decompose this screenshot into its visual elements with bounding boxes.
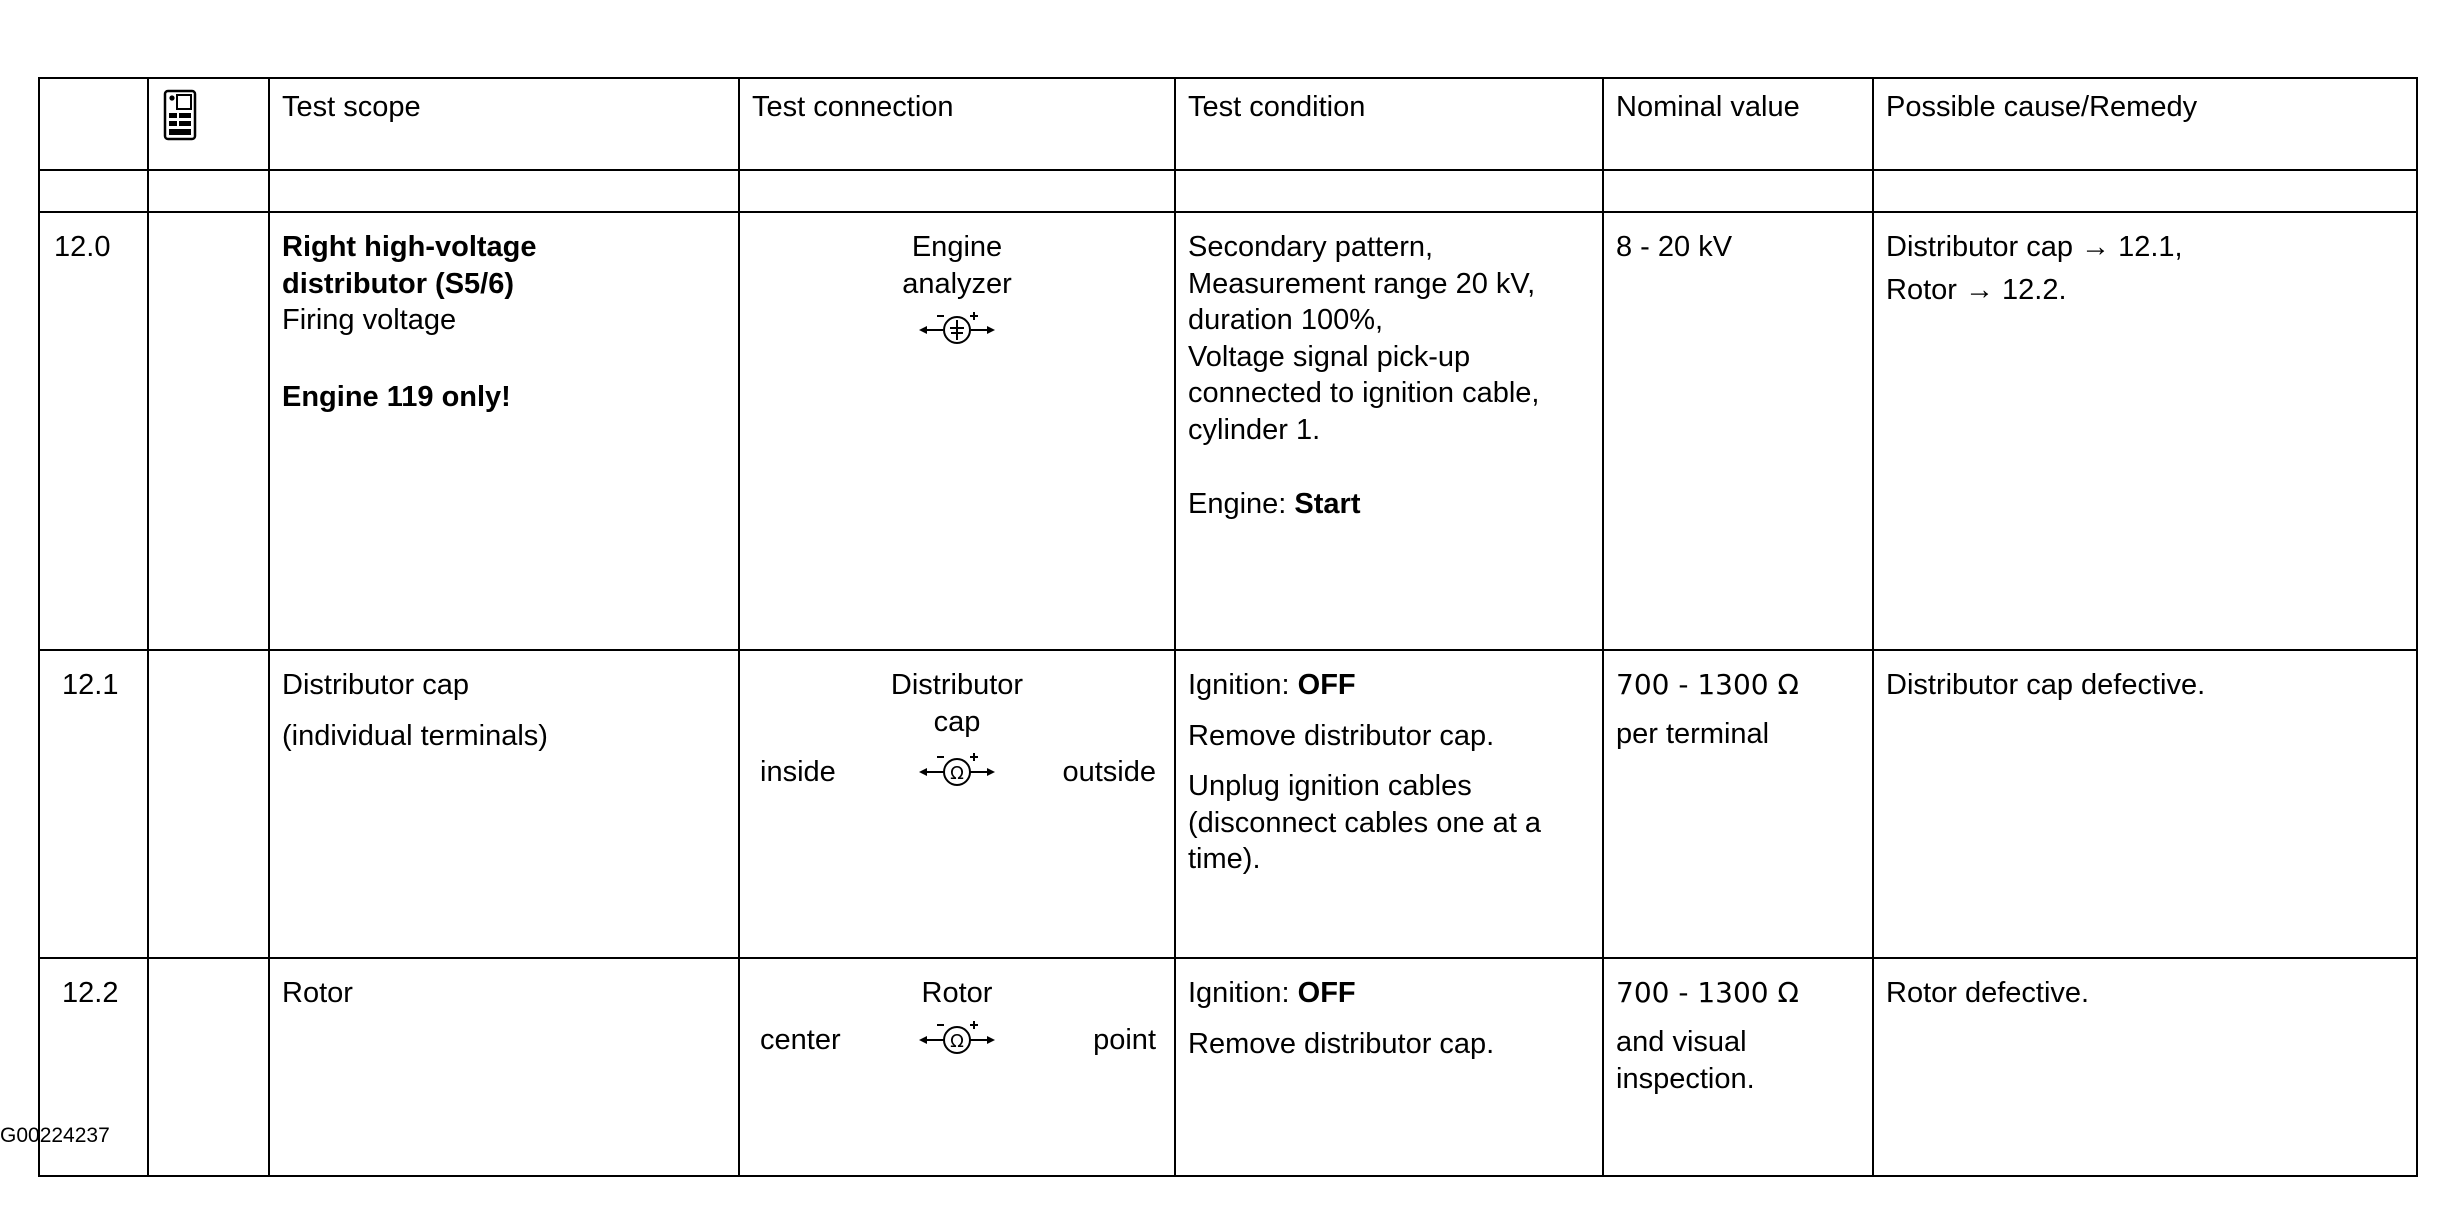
- scope-line: distributor (S5/6): [282, 267, 515, 300]
- condition-label: Ignition:: [1188, 977, 1298, 1009]
- condition-line: time).: [1188, 843, 1261, 876]
- svg-text:Ω: Ω: [950, 763, 964, 785]
- condition-value: OFF: [1297, 977, 1356, 1009]
- connection-left-label: center: [760, 1023, 841, 1056]
- remedy-cell: [1873, 650, 2417, 958]
- spacer-row: [39, 170, 2417, 212]
- condition-value: OFF: [1297, 669, 1356, 701]
- header-row: [39, 78, 2417, 170]
- condition-line: (disconnect cables one at a: [1188, 806, 1542, 839]
- condition-label: Engine:: [1188, 488, 1295, 521]
- scope-line: (individual terminals): [282, 719, 548, 752]
- header-nominal-value: Nominal value: [1603, 78, 1873, 170]
- condition-line: Secondary pattern,: [1188, 231, 1434, 263]
- test-condition-cell: [1175, 212, 1603, 650]
- nominal-line: 700 - 1300 Ω: [1616, 668, 1799, 701]
- row-number: 12.2: [39, 958, 148, 1176]
- scope-note: Engine 119 only!: [282, 380, 511, 413]
- spacer-cell: [1603, 170, 1873, 212]
- spacer-cell: [739, 170, 1175, 212]
- scope-line: Right high-voltage: [282, 231, 537, 263]
- row-number: 12.0: [39, 212, 148, 650]
- connection-line: Engine: [911, 231, 1003, 263]
- condition-line: [1188, 975, 1590, 1012]
- ohmmeter-symbol-icon: [917, 748, 997, 792]
- header-cell-tester: [148, 78, 269, 170]
- connection-symbol-row: [752, 1016, 1162, 1068]
- connection-left-label: inside: [760, 756, 836, 789]
- test-connection-cell: [739, 212, 1175, 650]
- remedy-line: Distributor cap → 12.1,: [1886, 231, 2183, 263]
- test-table: [38, 77, 2418, 1177]
- nominal-line: and visual: [1616, 1026, 1747, 1059]
- condition-line: Unplug ignition cables: [1188, 770, 1472, 803]
- nominal-value-cell: [1603, 650, 1873, 958]
- nominal-line: per terminal: [1616, 718, 1770, 751]
- condition-line: Remove distributor cap.: [1188, 719, 1495, 752]
- nominal-value-cell: [1603, 958, 1873, 1176]
- condition-line: Voltage signal pick-up: [1188, 340, 1471, 373]
- figure-id-caption: G00224237: [0, 1124, 110, 1147]
- tester-cell: [148, 212, 269, 650]
- header-cell-number: [39, 78, 148, 170]
- connection-right-label: outside: [1062, 756, 1156, 789]
- header-test-scope: Test scope: [269, 78, 739, 170]
- nominal-line: 8 - 20 kV: [1616, 231, 1733, 263]
- connection-line: cap: [933, 705, 981, 738]
- nominal-line: 700 - 1300 Ω: [1616, 976, 1799, 1009]
- tester-cell: [148, 958, 269, 1176]
- test-connection-cell: [739, 958, 1175, 1176]
- scope-line: Firing voltage: [282, 304, 457, 337]
- connection-line: Rotor: [921, 977, 993, 1009]
- condition-line: cylinder 1.: [1188, 413, 1321, 446]
- svg-text:Ω: Ω: [950, 1030, 964, 1052]
- condition-line: Remove distributor cap.: [1188, 1027, 1495, 1060]
- remedy-line: Distributor cap defective.: [1886, 669, 2206, 701]
- condition-line: Measurement range 20 kV,: [1188, 267, 1536, 300]
- remedy-cell: [1873, 212, 2417, 650]
- spacer-cell: [39, 170, 148, 212]
- connection-right-label: point: [1093, 1023, 1156, 1056]
- header-test-connection: Test connection: [739, 78, 1175, 170]
- ignition-analyzer-symbol-icon: [917, 308, 997, 352]
- condition-line: [1188, 486, 1590, 523]
- header-possible-cause: Possible cause/Remedy: [1873, 78, 2417, 170]
- remedy-line: Rotor defective.: [1886, 977, 2090, 1009]
- connection-line: Distributor: [890, 669, 1024, 701]
- scope-line: Rotor: [282, 977, 353, 1009]
- condition-line: duration 100%,: [1188, 304, 1384, 337]
- connection-symbol-row: [752, 748, 1162, 800]
- test-scope-cell: [269, 958, 739, 1176]
- spacer-cell: [148, 170, 269, 212]
- remedy-cell: [1873, 958, 2417, 1176]
- table-row: [39, 958, 2417, 1176]
- multimeter-icon: [163, 89, 197, 141]
- test-condition-cell: [1175, 958, 1603, 1176]
- nominal-value-cell: [1603, 212, 1873, 650]
- nominal-line: inspection.: [1616, 1062, 1755, 1095]
- condition-line: connected to ignition cable,: [1188, 377, 1540, 410]
- remedy-line: Rotor → 12.2.: [1886, 273, 2067, 306]
- tester-cell: [148, 650, 269, 958]
- table-row: [39, 212, 2417, 650]
- spacer-cell: [1873, 170, 2417, 212]
- condition-label: Ignition:: [1188, 669, 1298, 701]
- ohmmeter-symbol-icon: [917, 1016, 997, 1060]
- row-number: 12.1: [39, 650, 148, 958]
- header-test-condition: Test condition: [1175, 78, 1603, 170]
- test-scope-cell: [269, 212, 739, 650]
- connection-line: analyzer: [902, 267, 1012, 300]
- scope-line: Distributor cap: [282, 669, 469, 701]
- test-condition-cell: [1175, 650, 1603, 958]
- condition-value: Start: [1294, 488, 1361, 521]
- condition-line: [1188, 667, 1590, 704]
- test-connection-cell: [739, 650, 1175, 958]
- spacer-cell: [1175, 170, 1603, 212]
- spacer-cell: [269, 170, 739, 212]
- test-scope-cell: [269, 650, 739, 958]
- table-row: [39, 650, 2417, 958]
